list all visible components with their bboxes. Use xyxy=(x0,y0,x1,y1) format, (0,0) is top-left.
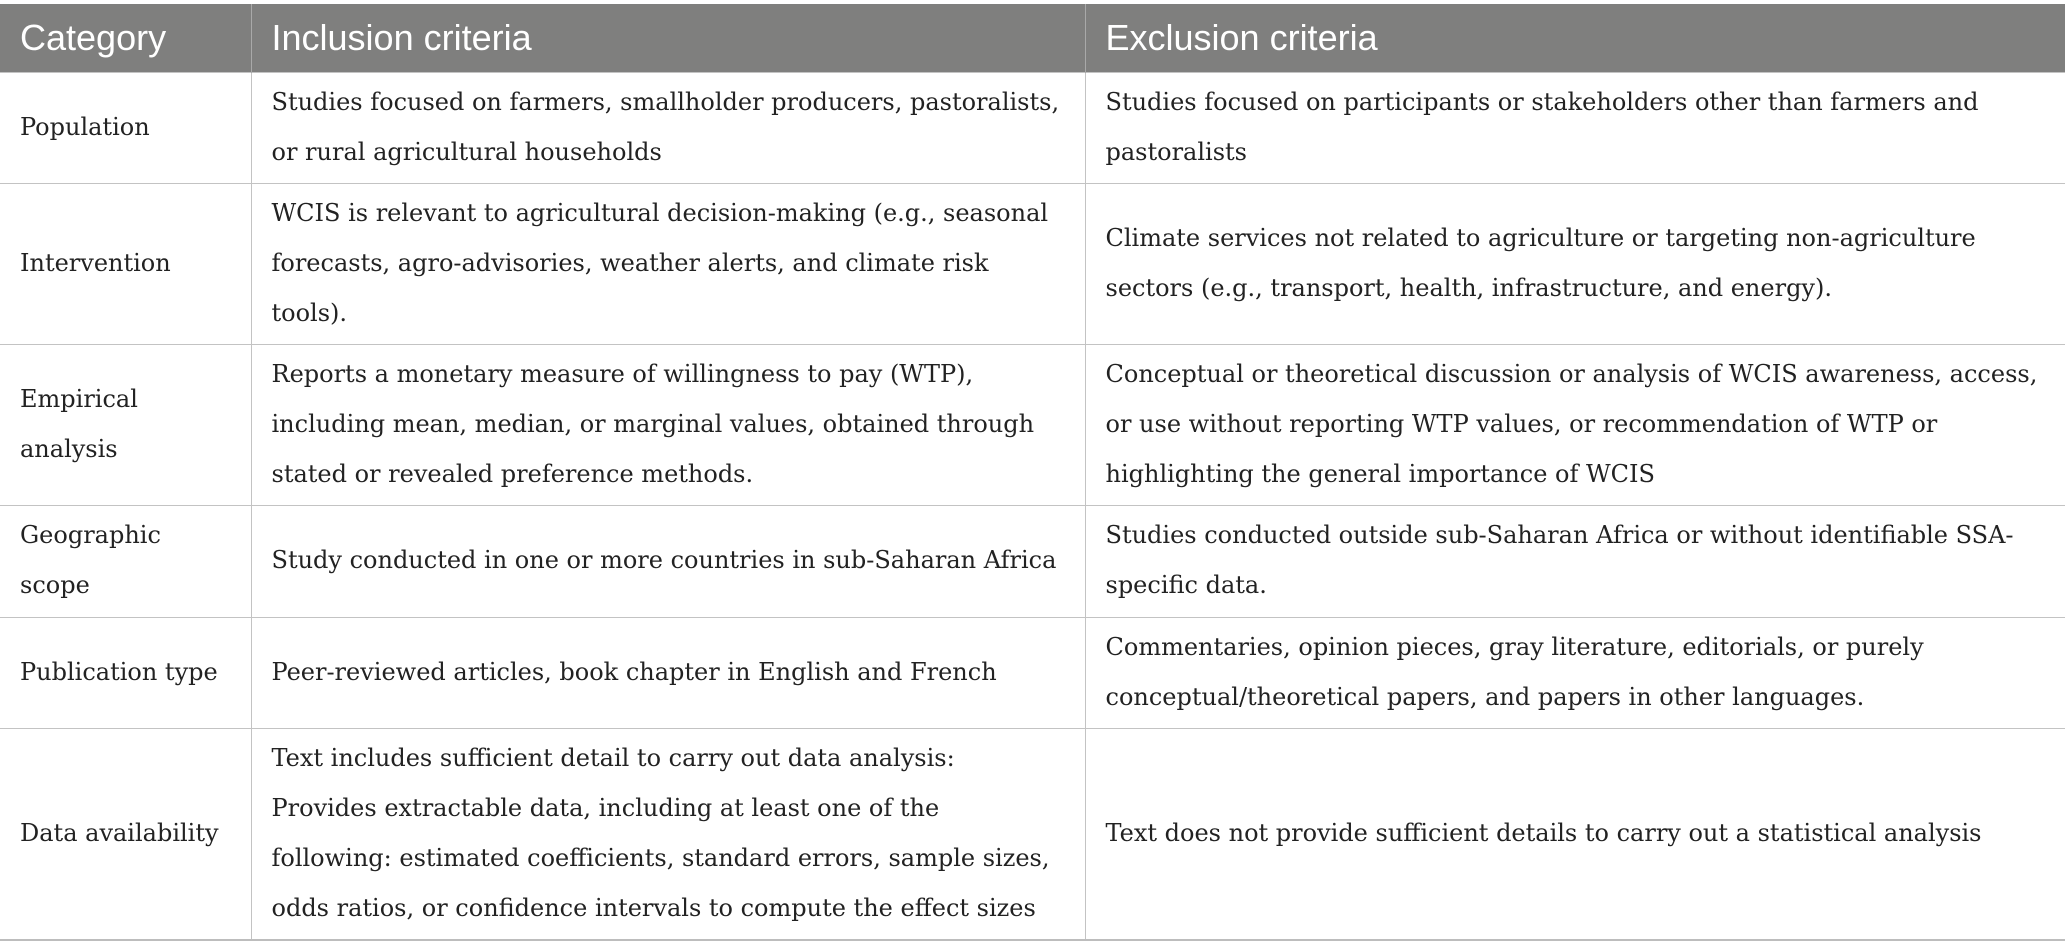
category-cell: Data availability xyxy=(0,728,251,940)
header-inclusion: Inclusion criteria xyxy=(251,4,1085,72)
table-row xyxy=(0,505,2065,617)
table-row xyxy=(0,617,2065,728)
inclusion-cell: Text includes sufficient detail to carry out data analysis: Provides extractable data, including at least one of the following: estimated coefficients, standard errors, sample sizes, odds ratios, or confidence intervals to compute the effect sizes xyxy=(251,728,1085,940)
category-cell: Population xyxy=(0,72,251,183)
category-cell: Publication type xyxy=(0,617,251,728)
category-cell: Empirical analysis xyxy=(0,344,251,505)
table-row xyxy=(0,728,2065,940)
inclusion-cell: Peer-reviewed articles, book chapter in English and French xyxy=(251,617,1085,728)
category-cell: Intervention xyxy=(0,183,251,344)
table-row xyxy=(0,72,2065,183)
criteria-table xyxy=(0,4,2065,941)
exclusion-cell: Conceptual or theoretical discussion or analysis of WCIS awareness, access, or use without reporting WTP values, or recommendation of WTP or highlighting the general importance of WCIS xyxy=(1085,344,2065,505)
exclusion-cell: Studies focused on participants or stakeholders other than farmers and pastoralists xyxy=(1085,72,2065,183)
inclusion-cell: Studies focused on farmers, smallholder producers, pastoralists, or rural agricultural households xyxy=(251,72,1085,183)
exclusion-cell: Climate services not related to agriculture or targeting non-agriculture sectors (e.g., transport, health, infrastructure, and energy). xyxy=(1085,183,2065,344)
inclusion-cell: Reports a monetary measure of willingness to pay (WTP), including mean, median, or marginal values, obtained through stated or revealed preference methods. xyxy=(251,344,1085,505)
category-cell: Geographic scope xyxy=(0,505,251,617)
inclusion-cell: WCIS is relevant to agricultural decision-making (e.g., seasonal forecasts, agro-advisories, weather alerts, and climate risk tools). xyxy=(251,183,1085,344)
exclusion-cell: Commentaries, opinion pieces, gray literature, editorials, or purely conceptual/theoretical papers, and papers in other languages. xyxy=(1085,617,2065,728)
exclusion-cell: Text does not provide sufficient details to carry out a statistical analysis xyxy=(1085,728,2065,940)
table-row xyxy=(0,344,2065,505)
table-row xyxy=(0,183,2065,344)
exclusion-cell: Studies conducted outside sub-Saharan Africa or without identifiable SSA-specific data. xyxy=(1085,505,2065,617)
header-category: Category xyxy=(0,4,251,72)
header-row xyxy=(0,4,2065,72)
inclusion-cell: Study conducted in one or more countries in sub-Saharan Africa xyxy=(251,505,1085,617)
header-exclusion: Exclusion criteria xyxy=(1085,4,2065,72)
